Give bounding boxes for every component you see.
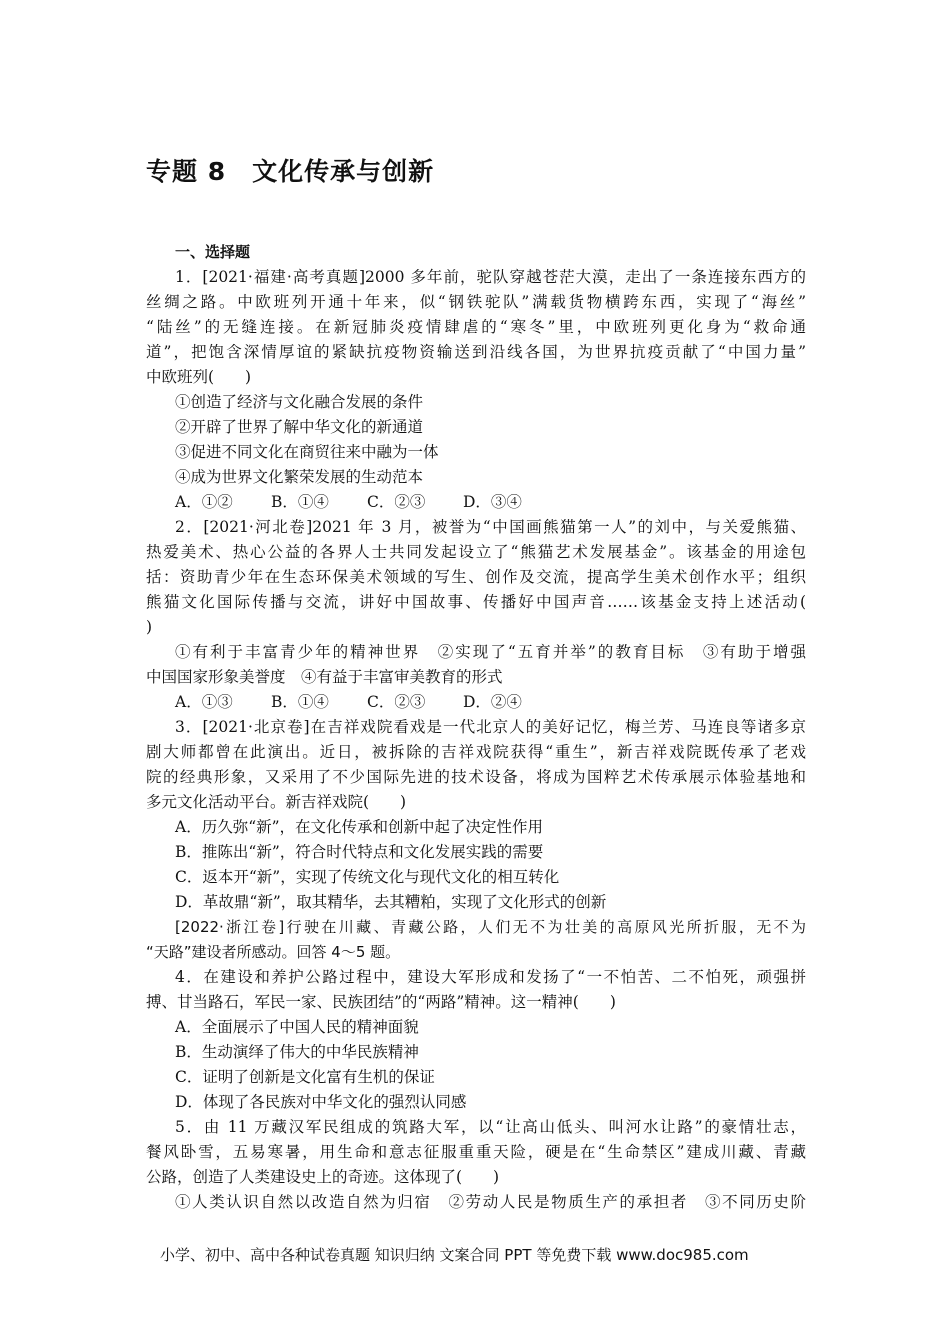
q2-option-c[interactable]: C．②③ <box>367 693 426 711</box>
q4-option-a[interactable]: A．全面展示了中国人民的精神面貌 <box>175 1018 419 1036</box>
q3-line-2: 剧大师都曾在此演出。近日，被拆除的吉祥戏院获得“重生”，新吉祥戏院既传承了老戏 <box>146 743 806 761</box>
q2-line-2: 热爱美术、热心公益的各界人士共同发起设立了“熊猫艺术发展基金”。该基金的用途包 <box>146 543 806 561</box>
q2-option-a[interactable]: A．①③ <box>175 693 233 711</box>
q3-line-1: 3．[2021·北京卷]在吉祥戏院看戏是一代北京人的美好记忆，梅兰芳、马连良等诸多京 <box>175 718 806 736</box>
q1-line-4: 道”，把饱含深情厚谊的紧缺抗疫物资输送到沿线各国，为世界抗疫贡献了“中国力量” <box>146 343 806 361</box>
q1-line-3: “陆丝”的无缝连接。在新冠肺炎疫情肆虐的“寒冬”里，中欧班列更化身为“救命通 <box>146 318 806 336</box>
q1-line-5: 中欧班列( ) <box>146 368 252 386</box>
q3-option-d[interactable]: D．革故鼎“新”，取其精华，去其糟粕，实现了文化形式的创新 <box>175 893 607 911</box>
q5-line-2: 餐风卧雪，五易寒暑，用生命和意志征服重重天险，硬是在“生命禁区”建成川藏、青藏 <box>146 1143 806 1161</box>
q2-item-line-1: ①有利于丰富青少年的精神世界 ②实现了“五育并举”的教育目标 ③有助于增强 <box>175 643 806 661</box>
q1-options <box>175 490 806 515</box>
footer-link[interactable]: 小学、初中、高中各种试卷真题 知识归纳 文案合同 PPT 等免费下载 www.doc985.com <box>160 1246 749 1264</box>
q1-line-2: 丝绸之路。中欧班列开通十年来，似“钢铁驼队”满载货物横跨东西，实现了“海丝” <box>146 293 806 311</box>
q2-line-3: 括：资助青少年在生态环保美术领域的写生、创作及交流，提高学生美术创作水平；组织 <box>146 568 806 586</box>
q4-option-c[interactable]: C．证明了创新是文化富有生机的保证 <box>175 1068 435 1086</box>
q2-option-d[interactable]: D．②④ <box>463 693 522 711</box>
q2-line-4: 熊猫文化国际传播与交流，讲好中国故事、传播好中国声音……该基金支持上述活动( <box>146 593 806 611</box>
q1-option-a[interactable]: A．①② <box>175 493 233 511</box>
q3-option-a[interactable]: A．历久弥“新”，在文化传承和创新中起了决定性作用 <box>175 818 544 836</box>
q4-line-2: 搏、甘当路石，军民一家、民族团结”的“两路”精神。这一精神( ) <box>146 993 616 1011</box>
q4-option-d[interactable]: D．体现了各民族对中华文化的强烈认同感 <box>175 1093 467 1111</box>
q1-line-1: 1．[2021·福建·高考真题]2000 多年前，驼队穿越苍茫大漠，走出了一条连接东西方的 <box>175 268 806 286</box>
section-heading: 一、选择题 <box>175 243 251 261</box>
q4-line-1: 4．在建设和养护公路过程中，建设大军形成和发扬了“一不怕苦、二不怕死，顽强拼 <box>175 968 806 986</box>
q1-option-d[interactable]: D．③④ <box>463 493 522 511</box>
q1-item-4: ④成为世界文化繁荣发展的生动范本 <box>175 468 424 486</box>
q1-item-3: ③促进不同文化在商贸往来中融为一体 <box>175 443 439 461</box>
q2-option-b[interactable]: B．①④ <box>271 693 329 711</box>
material-line-1: [2022·浙江卷]行驶在川藏、青藏公路，人们无不为壮美的高原风光所折服，无不为 <box>175 918 806 936</box>
page-title: 专题 8 文化传承与创新 <box>146 157 435 186</box>
q3-line-3: 院的经典形象，又采用了不少国际先进的技术设备，将成为国粹艺术传承展示体验基地和 <box>146 768 806 786</box>
q3-line-4: 多元文化活动平台。新吉祥戏院( ) <box>146 793 407 811</box>
q5-item-line-1: ①人类认识自然以改造自然为归宿 ②劳动人民是物质生产的承担者 ③不同历史阶 <box>175 1193 806 1211</box>
q1-item-1: ①创造了经济与文化融合发展的条件 <box>175 393 424 411</box>
q2-line-1: 2．[2021·河北卷]2021 年 3 月，被誉为“中国画熊猫第一人”的刘中，与关爱熊猫、 <box>175 518 806 536</box>
q1-option-b[interactable]: B．①④ <box>271 493 329 511</box>
q5-line-1: 5．由 11 万藏汉军民组成的筑路大军，以“让高山低头、叫河水让路”的豪情壮志， <box>175 1118 806 1136</box>
q3-option-c[interactable]: C．返本开“新”，实现了传统文化与现代文化的相互转化 <box>175 868 560 886</box>
q1-item-2: ②开辟了世界了解中华文化的新通道 <box>175 418 424 436</box>
q2-options <box>175 690 806 715</box>
q2-item-line-2: 中国国家形象美誉度 ④有益于丰富审美教育的形式 <box>146 668 503 686</box>
q3-option-b[interactable]: B．推陈出“新”，符合时代特点和文化发展实践的需要 <box>175 843 544 861</box>
q5-line-3: 公路，创造了人类建设史上的奇迹。这体现了( ) <box>146 1168 500 1186</box>
q2-line-5: ) <box>146 618 153 636</box>
q1-option-c[interactable]: C．②③ <box>367 493 426 511</box>
q4-option-b[interactable]: B．生动演绎了伟大的中华民族精神 <box>175 1043 419 1061</box>
material-line-2: “天路”建设者所感动。回答 4～5 题。 <box>146 943 401 961</box>
